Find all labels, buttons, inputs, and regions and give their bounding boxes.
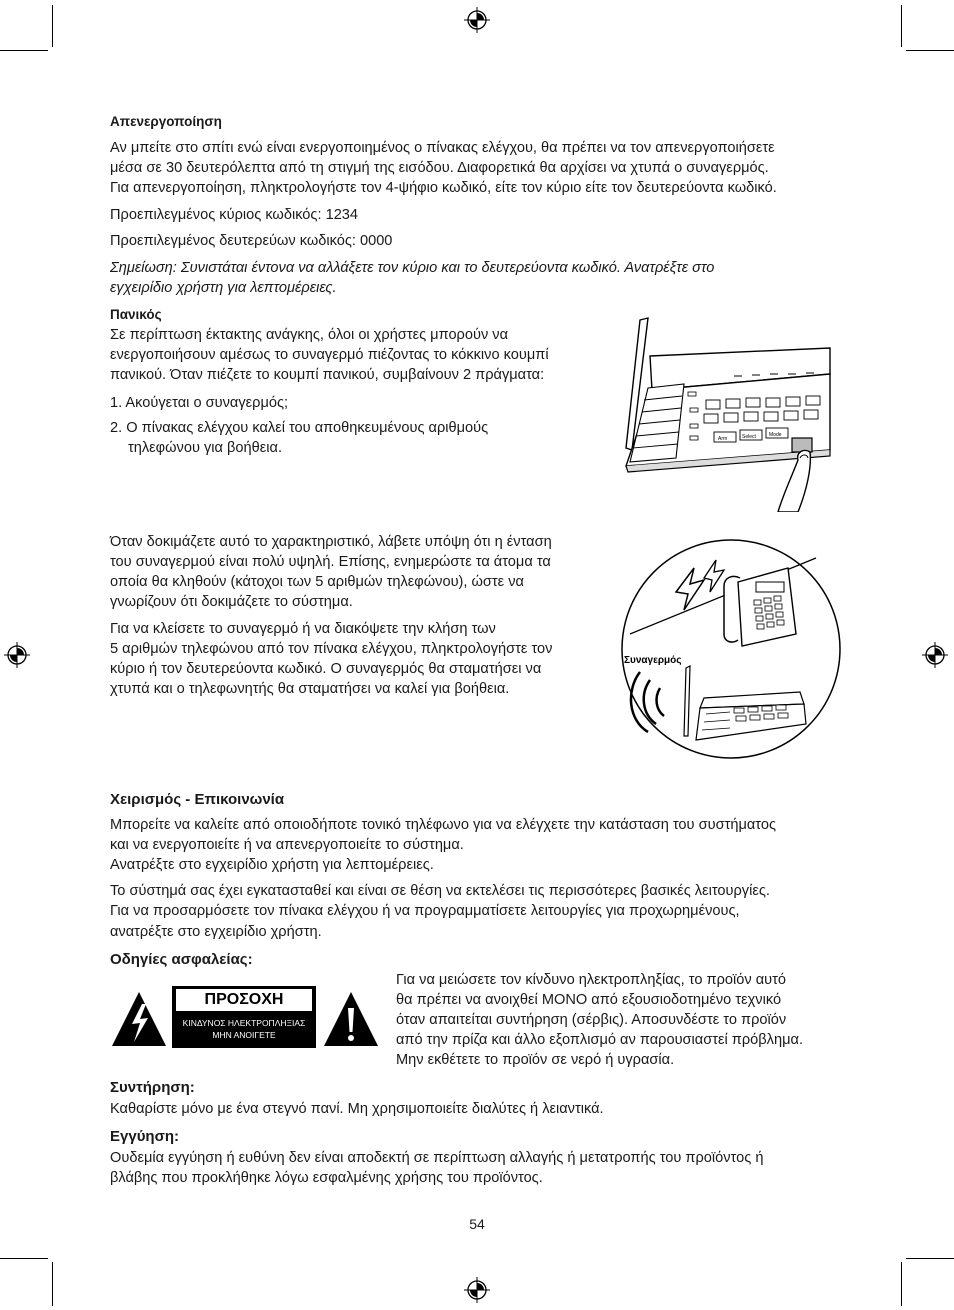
test-paragraph-line: του συναγερμού είναι πολύ υψηλή. Επίσης, ενημερώστε τα άτομα τα xyxy=(110,554,551,570)
telephone-icon xyxy=(724,568,796,646)
caution-line: ΜΗΝ ΑΝΟΙΓΕΤΕ xyxy=(212,1030,276,1040)
caution-title: ΠΡΟΣΟΧΗ xyxy=(176,989,312,1011)
warranty-text-line: Ουδεμία εγγύηση ή ευθύνη δεν είναι αποδεκτή σε περίπτωση αλλαγής ή μετατροπής του προϊόντος ή xyxy=(110,1150,764,1166)
maintenance-text: Καθαρίστε μόνο με ένα στεγνό πανί. Μη χρησιμοποιείτε διαλύτες ή λειαντικά. xyxy=(110,1101,604,1117)
test-paragraph-line: Όταν δοκιμάζετε αυτό το χαρακτηριστικό, λάβετε υπόψη ότι η ένταση xyxy=(110,534,552,550)
page-number: 54 xyxy=(469,1216,485,1232)
caution-line: ΚΙΝΔΥΝΟΣ ΗΛΕΚΤΡΟΠΛΗΞΙΑΣ xyxy=(182,1018,306,1028)
stop-paragraph-line: κύριο ή τον δευτερεύοντα κωδικό. Ο συναγερμός θα σταματήσει να xyxy=(110,661,542,677)
electric-shock-warning-icon xyxy=(110,990,168,1048)
crop-mark xyxy=(52,1262,53,1306)
panic-heading: Πανικός xyxy=(110,307,162,322)
warranty-heading: Εγγύηση: xyxy=(110,1128,180,1145)
disarm-paragraph-line: Για απενεργοποίηση, πληκτρολογήστε τον 4-ψήφιο κωδικό, είτε τον κύριο είτε τον δευτερεύοντα κωδικό. xyxy=(110,180,777,196)
control-panel-panic-illustration xyxy=(618,312,840,512)
test-paragraph-line: γνωρίζουν ότι δοκιμάζετε το σύστημα. xyxy=(110,594,353,610)
stop-paragraph-line: 5 αριθμών τηλεφώνου από τον πίνακα ελέγχου, πληκτρολογήστε τον xyxy=(110,641,553,657)
secondary-code-text: Προεπιλεγμένος δευτερεύων κωδικός: 0000 xyxy=(110,233,393,249)
note-line: Σημείωση: Συνιστάται έντονα να αλλάξετε τον κύριο και το δευτερεύοντα κωδικό. Ανατρέξτε στο xyxy=(110,260,715,276)
warranty-text-line: βλάβης που προκλήθηκε λόγω εσφαλμένης χρήσης του προϊόντος. xyxy=(110,1170,543,1186)
remote-paragraph-line: Το σύστημά σας έχει εγκατασταθεί και είναι σε θέση να εκτελέσει τις περισσότερες βασικές λειτουργίες. xyxy=(110,883,770,899)
crop-mark xyxy=(906,50,954,51)
exclamation-warning-icon xyxy=(322,990,380,1048)
crop-mark xyxy=(52,5,53,47)
safety-text-line: από την πρίζα και άλλο εξοπλισμό αν παρουσιαστεί πρόβλημα. xyxy=(396,1032,803,1048)
safety-text-line: θα πρέπει να ανοιχθεί ΜΟΝΟ από εξουσιοδοτημένο τεχνικό xyxy=(396,992,782,1008)
stop-paragraph-line: Για να κλείσετε το συναγερμό ή να διακόψετε την κλήση των xyxy=(110,621,496,637)
safety-text-line: Μην εκθέτετε το προϊόν σε νερό ή υγρασία. xyxy=(396,1052,675,1068)
crop-mark xyxy=(901,1262,902,1306)
maintenance-heading: Συντήρηση: xyxy=(110,1079,195,1096)
registration-mark-icon xyxy=(922,642,948,668)
crop-mark xyxy=(0,50,48,51)
note-line: εγχειρίδιο χρήστη για λεπτομέρειες. xyxy=(110,280,337,296)
registration-mark-icon xyxy=(464,1277,490,1303)
panic-list-item: 1. Ακούγεται ο συναγερμός; xyxy=(110,395,289,411)
test-paragraph-line: οποία θα κληθούν (κάτοχοι των 5 αριθμών τηλεφώνου), ώστε να xyxy=(110,574,524,590)
remote-paragraph-line: ανατρέξτε στο εγχειρίδιο χρήστη. xyxy=(110,924,322,940)
registration-mark-icon xyxy=(4,642,30,668)
remote-paragraph-line: και να ενεργοποιείτε ή να απενεργοποιείτε το σύστημα. xyxy=(110,837,464,853)
panic-list-item: 2. Ο πίνακας ελέγχου καλεί του αποθηκευμένους αριθμούς xyxy=(110,420,489,436)
registration-mark-icon xyxy=(464,7,490,33)
alarm-phone-illustration xyxy=(620,538,842,760)
arm-key-label: Arm xyxy=(718,436,728,442)
caution-sign xyxy=(172,986,316,1048)
mode-key-label: Mode xyxy=(769,432,782,438)
master-code-text: Προεπιλεγμένος κύριος κωδικός: 1234 xyxy=(110,207,359,223)
safety-text-line: όταν απαιτείται συντήρηση (σέρβις). Αποσυνδέστε το προϊόν xyxy=(396,1012,787,1028)
crop-mark xyxy=(906,1258,954,1259)
remote-paragraph-line: Για να προσαρμόσετε τον πίνακα ελέγχου ή να προγραμματίσετε λειτουργίες για προχωρημένους, xyxy=(110,903,740,919)
alarm-label: Συναγερμός xyxy=(624,655,682,666)
disarm-paragraph-line: μέσα σε 30 δευτερόλεπτα από τη στιγμή της εισόδου. Διαφορετικά θα αρχίσει να χτυπά ο συναγερμός. xyxy=(110,160,769,176)
panic-paragraph-line: Σε περίπτωση έκτακτης ανάγκης, όλοι οι χρήστες μπορούν να xyxy=(110,327,509,343)
crop-mark xyxy=(901,5,902,47)
remote-heading: Χειρισμός - Επικοινωνία xyxy=(110,791,285,808)
select-key-label: Select xyxy=(742,434,756,440)
remote-paragraph-line: Μπορείτε να καλείτε από οποιοδήποτε τονικό τηλέφωνο για να ελέγχετε την κατάσταση του συστήματος xyxy=(110,817,777,833)
safety-text-line: Για να μειώσετε τον κίνδυνο ηλεκτροπληξίας, το προϊόν αυτό xyxy=(396,972,787,988)
stop-paragraph-line: χτυπά και ο τηλεφωνητής θα σταματήσει να καλεί για βοήθεια. xyxy=(110,681,510,697)
crop-mark xyxy=(0,1258,48,1259)
panic-paragraph-line: πανικού. Όταν πιέζετε το κουμπί πανικού, συμβαίνουν 2 πράγματα: xyxy=(110,367,545,383)
panic-button xyxy=(792,438,812,452)
remote-paragraph-line: Ανατρέξτε στο εγχειρίδιο χρήστη για λεπτομέρειες. xyxy=(110,857,434,873)
disarm-heading: Απενεργοποίηση xyxy=(110,114,222,129)
disarm-paragraph-line: Αν μπείτε στο σπίτι ενώ είναι ενεργοποιημένος ο πίνακας ελέγχου, θα πρέπει να τον απενεργοποιήσετε xyxy=(110,140,775,156)
panic-paragraph-line: ενεργοποιήσουν αμέσως το συναγερμό πιέζοντας το κόκκινο κουμπί xyxy=(110,347,549,363)
safety-heading: Οδηγίες ασφαλείας: xyxy=(110,951,253,968)
panic-list-item-continuation: τηλεφώνου για βοήθεια. xyxy=(128,440,283,456)
